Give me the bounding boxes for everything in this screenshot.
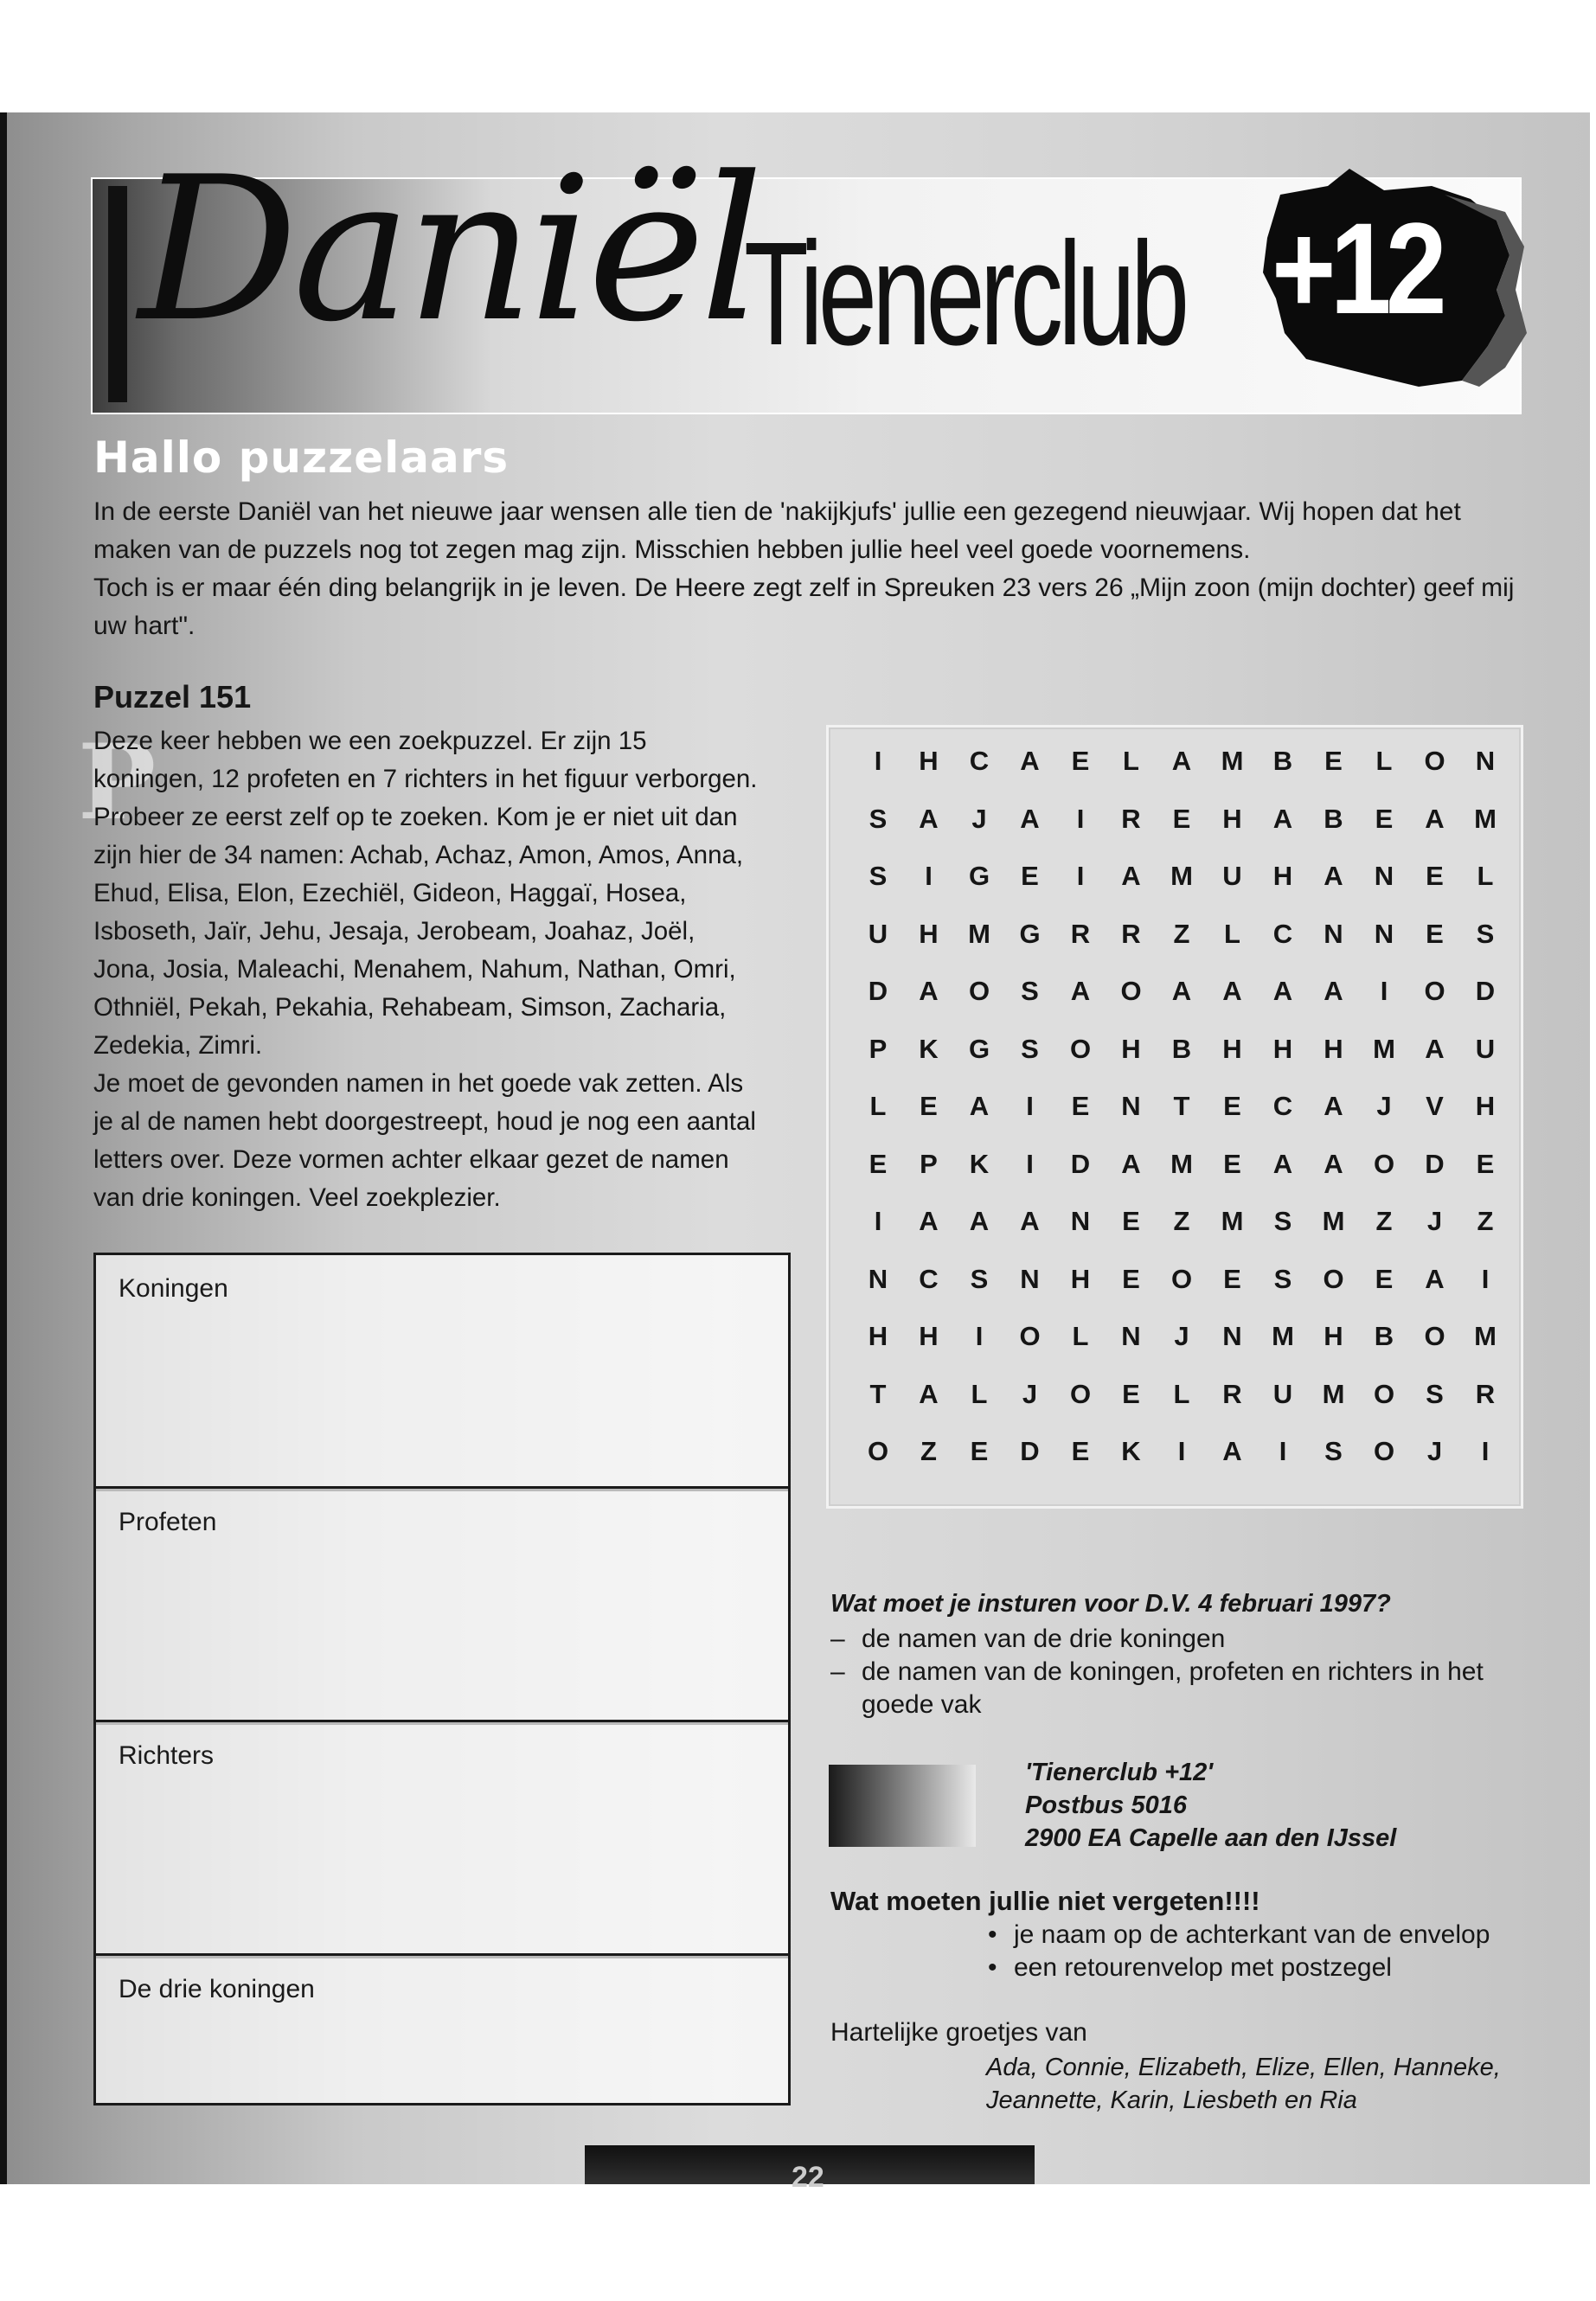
address-gradient-block — [829, 1765, 976, 1847]
grid-letter[interactable]: A — [919, 1378, 939, 1409]
grid-letter[interactable]: L — [1072, 1321, 1089, 1351]
grid-letter[interactable]: J — [1426, 1436, 1443, 1466]
grid-letter[interactable]: M — [1322, 1206, 1345, 1236]
grid-letter[interactable]: S — [1273, 1263, 1292, 1294]
grid-letter[interactable]: A — [1425, 1263, 1445, 1294]
intro-text — [93, 493, 1516, 645]
grid-letter[interactable]: B — [1374, 1321, 1394, 1351]
puzzle-description-2: Je moet de gevonden namen in het goede vak zetten. Als je al de namen hebt doorgestreept, houd je nog een aantal letters over. Deze vormen achter elkaar gezet de namen van drie koningen. Veel zoekplezier. — [93, 1069, 756, 1212]
grid-letter[interactable]: K — [969, 1148, 990, 1179]
grid-letter[interactable]: E — [1071, 1091, 1090, 1121]
banner-bar — [108, 186, 127, 402]
grid-letter[interactable]: I — [1076, 861, 1085, 891]
grid-letter[interactable]: S — [869, 861, 888, 891]
grid-letter[interactable]: R — [1070, 918, 1091, 949]
grid-letter[interactable]: D — [868, 976, 888, 1006]
grid-letter[interactable]: I — [874, 746, 882, 776]
grid-letter[interactable]: G — [1019, 918, 1041, 949]
banner-script-title: Daniël — [138, 135, 759, 366]
signature-names: Ada, Connie, Elizabeth, Elize, Ellen, Hanneke, Jeannette, Karin, Liesbeth en Ria — [986, 2054, 1501, 2114]
grid-letter[interactable]: E — [1223, 1091, 1241, 1121]
grid-letter[interactable]: O — [1019, 1321, 1041, 1351]
puzzle-description — [93, 722, 764, 1217]
answer-label: Richters — [119, 1741, 215, 1770]
grid-letter[interactable]: E — [1172, 803, 1191, 834]
grid-letter[interactable]: E — [1324, 746, 1343, 776]
grid-letter[interactable]: O — [1323, 1263, 1344, 1294]
grid-letter[interactable]: O — [867, 1436, 889, 1466]
grid-letter[interactable]: A — [1425, 803, 1445, 834]
grid-letter[interactable]: N — [1324, 918, 1343, 949]
grid-letter[interactable]: E — [920, 1091, 938, 1121]
grid-letter[interactable]: R — [1121, 918, 1141, 949]
grid-letter[interactable]: E — [1122, 1263, 1140, 1294]
list-item: • je naam op de achterkant van de envelop — [986, 1919, 1490, 1952]
grid-letter[interactable]: R — [1121, 803, 1141, 834]
grid-letter[interactable]: I — [1481, 1436, 1490, 1466]
grid-letter[interactable]: U — [1222, 861, 1242, 891]
grid-letter[interactable]: I — [1279, 1436, 1287, 1466]
grid-letter[interactable]: A — [1070, 976, 1091, 1006]
grid-letter[interactable]: M — [1474, 1321, 1497, 1351]
answer-box-richters[interactable] — [93, 1720, 791, 1958]
grid-letter[interactable]: M — [968, 918, 990, 949]
grid-letter[interactable]: E — [1426, 918, 1444, 949]
grid-letter[interactable]: O — [968, 976, 990, 1006]
decorative-initial: P — [78, 721, 157, 843]
answer-label: Profeten — [119, 1508, 217, 1536]
grid-letter[interactable]: I — [1481, 1263, 1490, 1294]
submission-question: Wat moet je insturen voor D.V. 4 februari 1997? — [830, 1590, 1391, 1618]
grid-letter[interactable]: A — [1222, 976, 1242, 1006]
grid-letter[interactable]: D — [1020, 1436, 1040, 1466]
grid-letter[interactable]: I — [975, 1321, 984, 1351]
reminder-title: Wat moeten jullie niet vergeten!!!! — [830, 1886, 1260, 1916]
grid-letter[interactable]: O — [1373, 1148, 1395, 1179]
grid-letter[interactable]: H — [1272, 1033, 1293, 1064]
grid-letter[interactable]: A — [969, 1091, 990, 1121]
grid-letter[interactable]: L — [1477, 861, 1494, 891]
grid-letter[interactable]: J — [1426, 1206, 1443, 1236]
grid-letter[interactable]: A — [1020, 746, 1040, 776]
grid-letter[interactable]: E — [1223, 1263, 1241, 1294]
grid-letter[interactable]: H — [1121, 1033, 1141, 1064]
grid-letter[interactable]: K — [1121, 1436, 1141, 1466]
grid-letter[interactable]: A — [1020, 803, 1040, 834]
grid-letter[interactable]: A — [1425, 1033, 1445, 1064]
grid-letter[interactable]: I — [1026, 1148, 1034, 1179]
address-line: 2900 EA Capelle aan den IJssel — [1025, 1824, 1397, 1852]
grid-letter[interactable]: D — [1475, 976, 1496, 1006]
grid-letter[interactable]: I — [1076, 803, 1085, 834]
grid-letter[interactable]: I — [1177, 1436, 1186, 1466]
list-item: – de namen van de koningen, profeten en richters in het goede vak — [830, 1656, 1522, 1721]
grid-letter[interactable]: M — [1272, 1321, 1294, 1351]
puzzle-title: Puzzel 151 — [93, 679, 252, 715]
grid-letter[interactable]: L — [1123, 746, 1139, 776]
grid-letter[interactable]: M — [1474, 803, 1497, 834]
grid-letter[interactable]: N — [1070, 1206, 1091, 1236]
grid-letter[interactable]: E — [869, 1148, 888, 1179]
grid-letter[interactable]: M — [1170, 1148, 1193, 1179]
grid-letter[interactable]: S — [869, 803, 888, 834]
grid-letter[interactable]: H — [1222, 1033, 1242, 1064]
grid-letter[interactable]: H — [868, 1321, 888, 1351]
grid-letter[interactable]: I — [874, 1206, 882, 1236]
address-line: 'Tienerclub +12' — [1025, 1759, 1214, 1786]
grid-letter[interactable]: U — [1475, 1033, 1496, 1064]
grid-letter[interactable]: E — [1375, 1263, 1394, 1294]
intro-paragraph-2: Toch is er maar één ding belangrijk in je leven. De Heere zegt zelf in Spreuken 23 vers 26 „Mijn zoon (mijn dochter) geef mij uw hart". — [93, 574, 1515, 640]
grid-letter[interactable]: G — [968, 861, 990, 891]
grid-letter[interactable]: P — [920, 1148, 938, 1179]
grid-letter[interactable]: Z — [1477, 1206, 1494, 1236]
grid-letter[interactable]: S — [1426, 1378, 1444, 1409]
list-item: – de namen van de drie koningen — [830, 1623, 1522, 1656]
answer-label: Koningen — [119, 1274, 228, 1303]
grid-letter[interactable]: J — [1022, 1378, 1038, 1409]
answer-box-profeten[interactable] — [93, 1486, 791, 1725]
grid-letter[interactable]: M — [1322, 1378, 1345, 1409]
grid-letter[interactable]: H — [1475, 1091, 1496, 1121]
grid-letter[interactable]: H — [919, 746, 939, 776]
grid-letter[interactable]: S — [1021, 976, 1039, 1006]
grid-letter[interactable]: N — [1121, 1321, 1141, 1351]
badge-plus-12: +12 — [1272, 195, 1441, 341]
grid-letter[interactable]: S — [1021, 1033, 1039, 1064]
grid-letter[interactable]: P — [869, 1033, 888, 1064]
page-edge — [0, 112, 7, 2184]
grid-letter[interactable]: E — [1476, 1148, 1495, 1179]
grid-letter[interactable]: D — [1070, 1148, 1091, 1179]
grid-letter[interactable]: O — [1424, 976, 1445, 1006]
grid-letter[interactable]: T — [1173, 1091, 1190, 1121]
grid-letter[interactable]: A — [1121, 861, 1141, 891]
intro-heading: Hallo puzzelaars — [93, 433, 510, 483]
grid-letter[interactable]: K — [919, 1033, 939, 1064]
grid-letter[interactable]: L — [869, 1091, 887, 1121]
grid-letter[interactable]: T — [869, 1378, 887, 1409]
grid-letter[interactable]: G — [968, 1033, 990, 1064]
grid-letter[interactable]: Z — [1173, 1206, 1190, 1236]
grid-letter[interactable]: H — [1222, 803, 1242, 834]
grid-letter[interactable]: N — [1374, 861, 1394, 891]
answer-box-drie-koningen[interactable] — [93, 1953, 791, 2106]
grid-letter[interactable]: H — [1070, 1263, 1091, 1294]
grid-letter[interactable]: H — [1324, 1321, 1343, 1351]
grid-letter[interactable]: O — [1069, 1378, 1092, 1409]
greeting: Hartelijke groetjes van — [830, 2018, 1087, 2047]
grid-letter[interactable]: R — [1475, 1378, 1496, 1409]
grid-letter[interactable]: C — [919, 1263, 939, 1294]
grid-letter[interactable]: H — [919, 1321, 939, 1351]
grid-letter[interactable]: A — [1324, 976, 1343, 1006]
grid-letter[interactable]: J — [1376, 1091, 1392, 1121]
grid-letter[interactable]: O — [1424, 746, 1445, 776]
grid-letter[interactable]: C — [1272, 1091, 1293, 1121]
grid-letter[interactable]: H — [1272, 861, 1293, 891]
grid-letter[interactable]: E — [1122, 1378, 1140, 1409]
postal-address — [1025, 1756, 1396, 1855]
grid-letter[interactable]: Z — [1375, 1206, 1393, 1236]
grid-letter[interactable]: M — [1170, 861, 1193, 891]
grid-letter[interactable]: O — [1373, 1436, 1395, 1466]
grid-letter[interactable]: A — [1324, 1148, 1343, 1179]
grid-letter[interactable]: O — [1373, 1378, 1395, 1409]
grid-letter[interactable]: O — [1120, 976, 1142, 1006]
grid-letter[interactable]: S — [1273, 1206, 1292, 1236]
address-line: Postbus 5016 — [1025, 1791, 1187, 1819]
grid-letter[interactable]: M — [1373, 1033, 1395, 1064]
grid-letter[interactable]: A — [919, 1206, 939, 1236]
grid-letter[interactable]: A — [1171, 976, 1192, 1006]
grid-letter[interactable]: I — [925, 861, 933, 891]
puzzle-description-1: Deze keer hebben we een zoekpuzzel. Er zijn 15 koningen, 12 profeten en 7 richters in het figuur verborgen. Probeer ze eerst zelf op te zoeken. Kom je er niet uit dan zijn hier de 34 namen: Achab, Achaz, Amon, Amos, Anna, Ehud, Elisa, Elon, Ezechiël, Gideon, Haggaï, Hosea, Isboseth, Jaïr, Jehu, Jesaja, Jerobeam, Joahaz, Joël, Jona, Josia, Maleachi, Menahem, Nahum, Nathan, Omri, Othniël, Pekah, Pekahia, Rehabeam, Simson, Zacharia, Zedekia, Zimri. — [93, 727, 758, 1060]
answer-label: De drie koningen — [119, 1975, 315, 2003]
grid-letter[interactable]: U — [1272, 1378, 1293, 1409]
grid-letter[interactable]: Z — [920, 1436, 937, 1466]
grid-letter[interactable]: A — [1272, 803, 1293, 834]
grid-letter[interactable]: A — [1171, 746, 1192, 776]
grid-letter[interactable]: N — [868, 1263, 888, 1294]
grid-letter[interactable]: B — [1171, 1033, 1192, 1064]
grid-letter[interactable]: N — [1475, 746, 1496, 776]
grid-letter[interactable]: C — [969, 746, 990, 776]
grid-letter[interactable]: E — [1426, 861, 1444, 891]
grid-letter[interactable]: A — [1272, 976, 1293, 1006]
grid-letter[interactable]: N — [1374, 918, 1394, 949]
grid-letter[interactable]: E — [1122, 1206, 1140, 1236]
submission-list — [830, 1623, 1522, 1721]
banner-club-name: Tienerclub — [744, 212, 1185, 376]
grid-letter[interactable]: B — [1272, 746, 1293, 776]
grid-letter[interactable]: O — [1069, 1033, 1092, 1064]
grid-letter[interactable]: N — [1222, 1321, 1242, 1351]
grid-letter[interactable]: A — [919, 976, 939, 1006]
grid-letter[interactable]: E — [1071, 746, 1090, 776]
grid-letter[interactable]: N — [1121, 1091, 1141, 1121]
grid-letter[interactable]: H — [919, 918, 939, 949]
grid-letter[interactable]: E — [1375, 803, 1394, 834]
grid-letter[interactable]: M — [1221, 1206, 1244, 1236]
grid-letter[interactable]: U — [868, 918, 888, 949]
grid-letter[interactable]: E — [1071, 1436, 1090, 1466]
grid-letter[interactable]: Z — [1173, 918, 1190, 949]
grid-letter[interactable]: E — [1223, 1148, 1241, 1179]
grid-letter[interactable]: C — [1272, 918, 1293, 949]
grid-letter[interactable]: A — [1020, 1206, 1040, 1236]
grid-letter[interactable]: A — [1222, 1436, 1242, 1466]
grid-letter[interactable]: H — [1324, 1033, 1343, 1064]
grid-letter[interactable]: A — [969, 1206, 990, 1236]
grid-letter[interactable]: S — [1476, 918, 1495, 949]
grid-letter[interactable]: J — [1174, 1321, 1189, 1351]
reminder-list — [986, 1919, 1490, 1984]
grid-letter[interactable]: A — [1324, 861, 1343, 891]
grid-letter[interactable]: O — [1424, 1321, 1445, 1351]
grid-letter[interactable]: N — [1020, 1263, 1040, 1294]
grid-letter[interactable]: M — [1221, 746, 1244, 776]
grid-letter[interactable]: V — [1426, 1091, 1444, 1121]
grid-letter[interactable]: I — [1026, 1091, 1034, 1121]
list-item: • een retourenvelop met postzegel — [986, 1952, 1490, 1984]
grid-letter[interactable]: J — [971, 803, 987, 834]
grid-letter[interactable]: A — [919, 803, 939, 834]
grid-letter[interactable]: O — [1170, 1263, 1193, 1294]
grid-letter[interactable]: A — [1324, 1091, 1343, 1121]
grid-letter[interactable]: I — [1380, 976, 1388, 1006]
intro-paragraph-1: In de eerste Daniël van het nieuwe jaar wensen alle tien de 'nakijkjufs' jullie een gezegend nieuwjaar. Wij hopen dat het maken van de puzzels nog tot zegen mag zijn. Misschien hebben jullie heel veel goede voornemens. — [93, 497, 1461, 564]
grid-letter[interactable]: L — [1224, 918, 1240, 949]
grid-letter[interactable]: L — [1375, 746, 1393, 776]
grid-letter[interactable]: E — [970, 1436, 989, 1466]
grid-letter[interactable]: L — [971, 1378, 988, 1409]
grid-letter[interactable]: A — [1121, 1148, 1141, 1179]
grid-letter[interactable]: E — [1021, 861, 1039, 891]
grid-letter[interactable]: R — [1222, 1378, 1242, 1409]
grid-letter[interactable]: S — [970, 1263, 989, 1294]
grid-letter[interactable]: B — [1324, 803, 1343, 834]
grid-letter[interactable]: L — [1173, 1378, 1190, 1409]
grid-letter[interactable]: A — [1272, 1148, 1293, 1179]
answer-box-koningen[interactable] — [93, 1253, 791, 1491]
page-number: 22 — [792, 2161, 824, 2194]
grid-letter[interactable]: S — [1324, 1436, 1343, 1466]
grid-letter[interactable]: D — [1425, 1148, 1445, 1179]
